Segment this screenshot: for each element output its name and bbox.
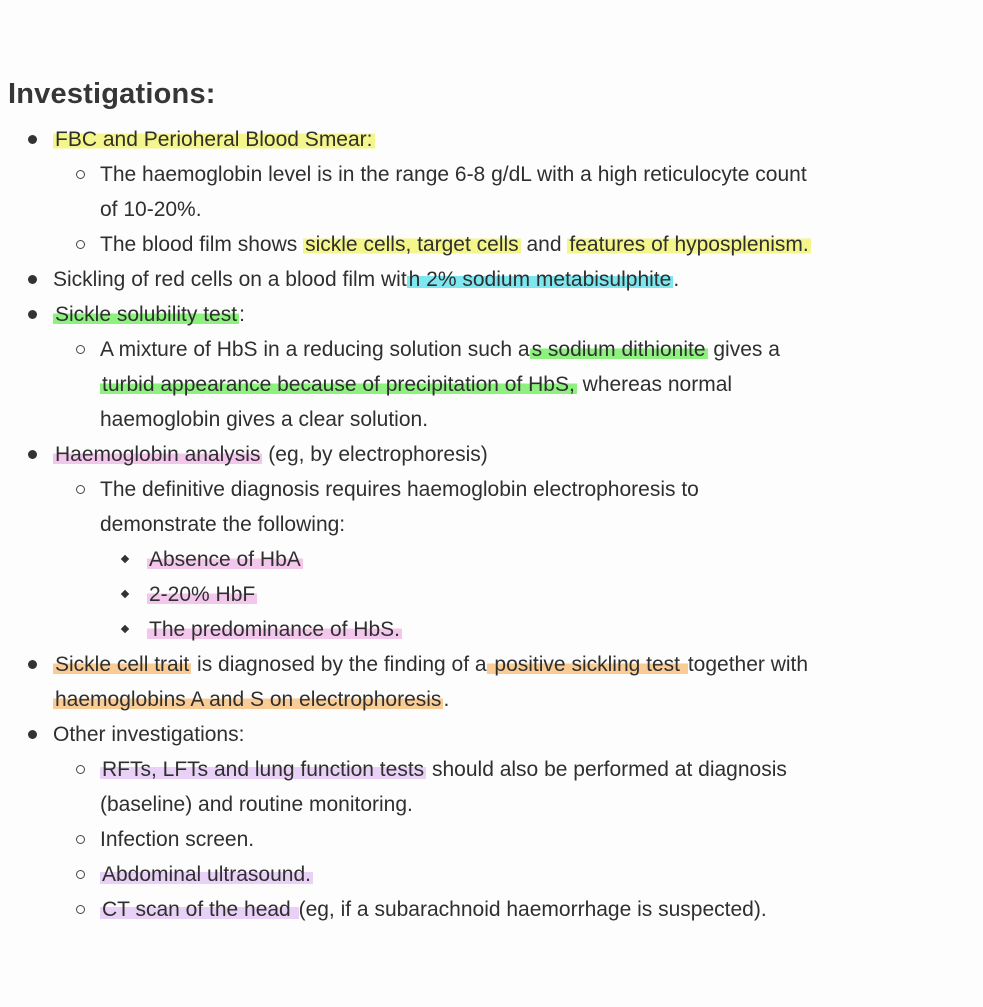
text: (eg, by electrophoresis) [262,443,488,466]
list-item-finding [147,612,402,647]
bullet-circle-icon [76,905,85,914]
bullet-circle-icon [76,870,85,879]
highlight-yellow: sickle cells, target cells [305,233,519,256]
highlight-cyan: h 2% sodium metabisulphite [408,268,672,291]
bullet-dot-icon [28,730,37,739]
list-item-mixture-cont [100,367,732,402]
highlight-green: s sodium dithionite [531,338,706,361]
text: . [443,688,450,711]
list-item-definitive-cont: demonstrate the following: [100,513,346,536]
list-item-sickling [53,262,679,297]
text: : [239,303,245,326]
bullet-dot-icon [28,310,37,319]
text: (eg, if a subarachnoid haemorrhage is suspected). [298,898,767,921]
text: . [673,268,680,291]
section-heading: Investigations: [8,78,216,110]
bullet-circle-icon [76,170,85,179]
list-item-hb-analysis [53,437,488,472]
bullet-dot-icon [28,660,37,669]
list-item-trait-cont [53,682,449,717]
text: should also be performed at diagnosis [426,758,787,781]
bullet-circle-icon [76,835,85,844]
list-item-rfts [100,752,787,787]
list-item-solubility [53,297,245,332]
bullet-dot-icon [28,275,37,284]
list-item-blood-film [100,227,811,262]
text: The blood film shows [100,233,304,256]
list-item-other: Other investigations: [53,723,245,746]
list-item-fbc [53,122,375,157]
highlight-yellow: FBC and Perioheral Blood Smear: [55,128,373,151]
highlight-pink: 2-20% HbF [149,583,256,606]
bullet-diamond-icon [121,555,129,563]
text: together with [687,653,809,676]
highlight-pink: Absence of HbA [149,548,301,571]
list-item-rfts-cont: (baseline) and routine monitoring. [100,793,413,816]
list-item-definitive: The definitive diagnosis requires haemoglobin electrophoresis to [100,478,699,501]
bullet-circle-icon [76,765,85,774]
highlight-purple: RFTs, LFTs and lung function tests [102,758,425,781]
list-item-trait [53,647,808,682]
list-item-finding [147,577,257,612]
list-item-hb-level-cont: of 10-20%. [100,198,202,221]
highlight-orange: haemoglobins A and S on electrophoresis [55,688,442,711]
text: gives a [707,338,780,361]
list-item-hb-level: The haemoglobin level is in the range 6-8 g/dL with a high reticulocyte count [100,163,807,186]
bullet-circle-icon [76,240,85,249]
highlight-orange: positive sickling test [488,653,686,676]
text: is diagnosed by the finding of a [191,653,487,676]
bullet-diamond-icon [121,625,129,633]
bullet-circle-icon [76,345,85,354]
highlight-orange: Sickle cell trait [55,653,190,676]
list-item-abdominal [100,857,313,892]
list-item-mixture [100,332,780,367]
highlight-purple: CT scan of the head [102,898,297,921]
list-item-mixture-cont2: haemoglobin gives a clear solution. [100,408,429,431]
bullet-dot-icon [28,135,37,144]
highlight-yellow: features of hyposplenism. [569,233,809,256]
bullet-dot-icon [28,450,37,459]
highlight-purple: Abdominal ultrasound. [102,863,311,886]
bullet-circle-icon [76,485,85,494]
highlight-green: Sickle solubility test [55,303,238,326]
highlight-pink: Haemoglobin analysis [55,443,261,466]
bullet-diamond-icon [121,590,129,598]
highlight-green: turbid appearance because of precipitation of HbS, [102,373,575,396]
text: whereas normal [576,373,733,396]
highlight-pink: The predominance of HbS. [149,618,400,641]
list-item-infection: Infection screen. [100,828,255,851]
list-item-finding [147,542,303,577]
text: A mixture of HbS in a reducing solution such a [100,338,530,361]
text: Sickling of red cells on a blood film wit [53,268,407,291]
text: and [520,233,568,256]
list-item-ct [100,892,767,927]
